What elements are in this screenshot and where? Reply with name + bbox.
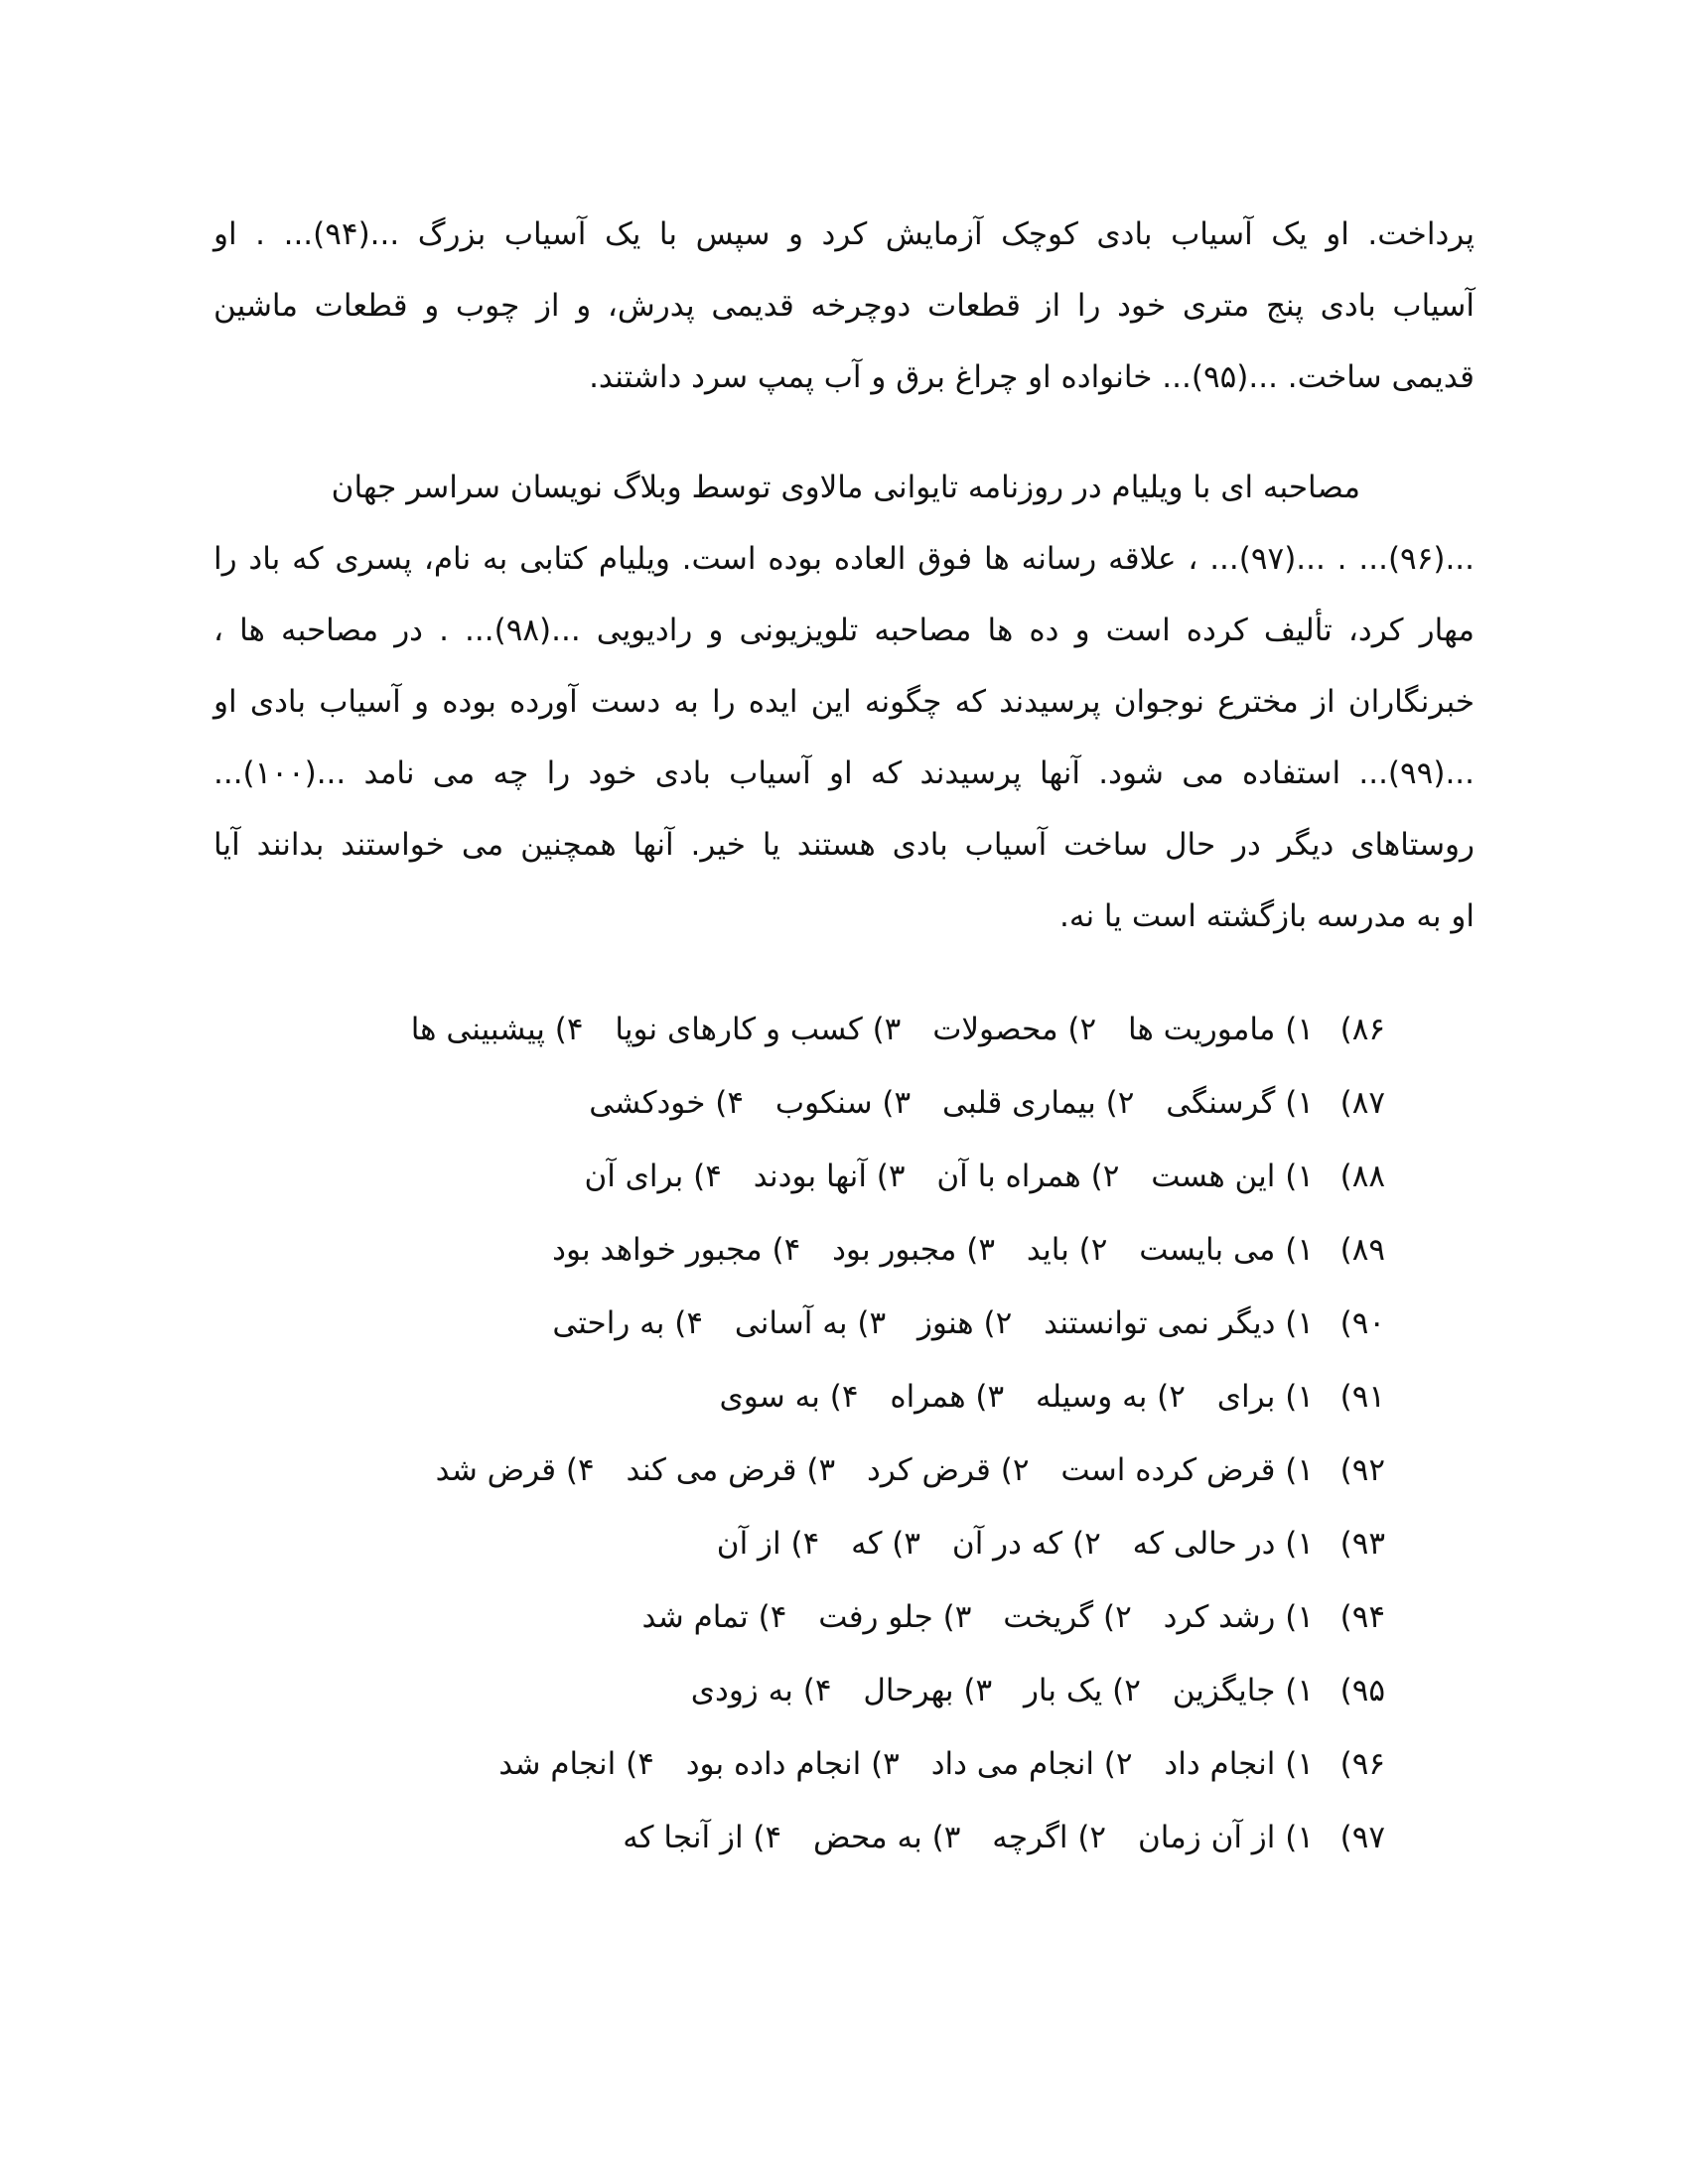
option-2: ۲) که در آن <box>951 1526 1101 1562</box>
text-line: ...(۹۶)... . ...(۹۷)... ، علاقه رسانه ها فوق العاده بوده است. ویلیام کتابی به نام، پسری که باد را <box>213 541 1476 577</box>
question-88 <box>389 1140 1385 1213</box>
question-options <box>695 1507 1314 1580</box>
option-3: ۳) مجبور بود <box>832 1232 995 1268</box>
question-number: ۹۲) <box>1339 1452 1385 1488</box>
option-2: ۲) گریخت <box>1003 1599 1132 1635</box>
question-95 <box>389 1654 1385 1727</box>
option-3: ۳) به آسانی <box>734 1305 887 1341</box>
option-2: ۲) بیماری قلبی <box>942 1085 1135 1121</box>
question-number: ۹۵) <box>1339 1673 1385 1708</box>
question-number: ۹۷) <box>1339 1820 1385 1855</box>
question-number: ۸۶) <box>1339 1012 1385 1047</box>
text-line: او به مدرسه بازگشته است یا نه. <box>1058 898 1475 934</box>
question-options <box>414 1433 1314 1507</box>
question-number: ۹۱) <box>1339 1379 1385 1415</box>
option-3: ۳) که <box>851 1526 921 1562</box>
text-line: پرداخت. او یک آسیاب بادی کوچک آزمایش کرد و سپس با یک آسیاب بزرگ ...(۹۴)... . او <box>213 216 1475 252</box>
option-2: ۲) اگرچه <box>992 1820 1107 1855</box>
question-94 <box>389 1580 1385 1654</box>
option-2: ۲) یک بار <box>1023 1673 1141 1708</box>
option-4: ۴) برای آن <box>584 1159 722 1194</box>
option-2: ۲) به وسیله <box>1036 1379 1186 1415</box>
question-number: ۹۶) <box>1339 1746 1385 1782</box>
question-options <box>669 1654 1314 1727</box>
option-1: ۱) در حالی که <box>1132 1526 1314 1562</box>
option-3: ۳) آنها بودند <box>753 1159 906 1194</box>
option-4: ۴) تمام شد <box>641 1599 787 1635</box>
text-line: آسیاب بادی پنج متری خود را از قطعات دوچرخه قدیمی پدرش، و از چوب و قطعات ماشین <box>213 288 1475 324</box>
question-97 <box>389 1801 1385 1874</box>
option-4: ۴) از آن <box>716 1526 820 1562</box>
option-3: ۳) کسب و کارهای نوپا <box>615 1012 902 1047</box>
option-3: ۳) انجام داده بود <box>685 1746 900 1782</box>
question-number: ۹۴) <box>1339 1599 1385 1635</box>
question-number: ۸۷) <box>1339 1085 1385 1121</box>
question-91 <box>389 1360 1385 1433</box>
question-87 <box>389 1066 1385 1140</box>
option-4: ۴) پیشبینی ها <box>410 1012 584 1047</box>
text-line: قدیمی ساخت. ...(۹۵)... خانواده او چراغ برق و آب پمپ سرد داشتند. <box>589 359 1475 395</box>
question-number: ۹۰) <box>1339 1305 1385 1341</box>
paragraph-1 <box>213 199 1475 413</box>
question-options <box>562 1140 1314 1213</box>
option-1: ۱) گرسنگی <box>1166 1085 1314 1121</box>
question-list <box>389 993 1385 1874</box>
option-4: ۴) انجام شد <box>498 1746 654 1782</box>
option-1: ۱) رشد کرد <box>1163 1599 1314 1635</box>
question-number: ۸۸) <box>1339 1159 1385 1194</box>
text-line: خبرنگاران از مخترع نوجوان پرسیدند که چگونه این ایده را به دست آورده بوده و آسیاب بادی او <box>213 684 1475 720</box>
text-line: ...(۹۹)... استفاده می شود. آنها پرسیدند که او آسیاب بادی خود را چه می نامد ...(۱۰۰)... <box>213 755 1475 791</box>
option-4: ۴) به زودی <box>690 1673 832 1708</box>
text-line: مهار کرد، تألیف کرده است و ده ها مصاحبه تلویزیونی و رادیویی ...(۹۸)... . در مصاحبه ها ، <box>213 613 1475 648</box>
option-3: ۳) قرض می کند <box>626 1452 836 1488</box>
question-options <box>620 1580 1314 1654</box>
option-1: ۱) دیگر نمی توانستند <box>1044 1305 1314 1341</box>
text-line: مصاحبه ای با ویلیام در روزنامه تایوانی مالاوی توسط وبلاگ نویسان سراسر جهان <box>331 470 1360 505</box>
option-3: ۳) سنکوب <box>774 1085 912 1121</box>
question-93 <box>389 1507 1385 1580</box>
question-96 <box>389 1727 1385 1801</box>
question-86 <box>389 993 1385 1066</box>
question-options <box>389 993 1314 1066</box>
option-4: ۴) به سوی <box>719 1379 859 1415</box>
question-options <box>530 1287 1314 1360</box>
text-line: روستاهای دیگر در حال ساخت آسیاب بادی هستند یا خیر. آنها همچنین می خواستند بدانند آیا <box>213 827 1475 863</box>
option-4: ۴) از آنجا که <box>623 1820 782 1855</box>
option-2: ۲) قرض کرد <box>866 1452 1030 1488</box>
question-options <box>530 1213 1314 1287</box>
question-options <box>567 1066 1314 1140</box>
paragraph-2 <box>213 452 1475 952</box>
option-1: ۱) این هست <box>1151 1159 1314 1194</box>
option-1: ۱) قرض کرده است <box>1060 1452 1314 1488</box>
option-1: ۱) می بایست <box>1139 1232 1314 1268</box>
option-3: ۳) به محض <box>813 1820 961 1855</box>
question-90 <box>389 1287 1385 1360</box>
option-4: ۴) قرض شد <box>435 1452 595 1488</box>
question-options <box>477 1727 1314 1801</box>
option-2: ۲) محصولات <box>932 1012 1097 1047</box>
option-3: ۳) بهرحال <box>863 1673 993 1708</box>
question-89 <box>389 1213 1385 1287</box>
option-4: ۴) مجبور خواهد بود <box>552 1232 801 1268</box>
question-number: ۹۳) <box>1339 1526 1385 1562</box>
option-2: ۲) همراه با آن <box>936 1159 1120 1194</box>
option-1: ۱) برای <box>1216 1379 1314 1415</box>
option-1: ۱) ماموریت ها <box>1128 1012 1314 1047</box>
question-options <box>698 1360 1315 1433</box>
question-92 <box>389 1433 1385 1507</box>
option-2: ۲) انجام می داد <box>930 1746 1133 1782</box>
option-4: ۴) به راحتی <box>552 1305 704 1341</box>
option-1: ۱) انجام داد <box>1164 1746 1314 1782</box>
question-options <box>601 1801 1314 1874</box>
question-number: ۸۹) <box>1339 1232 1385 1268</box>
option-1: ۱) جایگزین <box>1172 1673 1314 1708</box>
option-3: ۳) همراه <box>890 1379 1005 1415</box>
option-1: ۱) از آن زمان <box>1137 1820 1314 1855</box>
option-3: ۳) جلو رفت <box>818 1599 972 1635</box>
option-2: ۲) باید <box>1026 1232 1108 1268</box>
option-4: ۴) خودکشی <box>589 1085 745 1121</box>
option-2: ۲) هنوز <box>916 1305 1013 1341</box>
